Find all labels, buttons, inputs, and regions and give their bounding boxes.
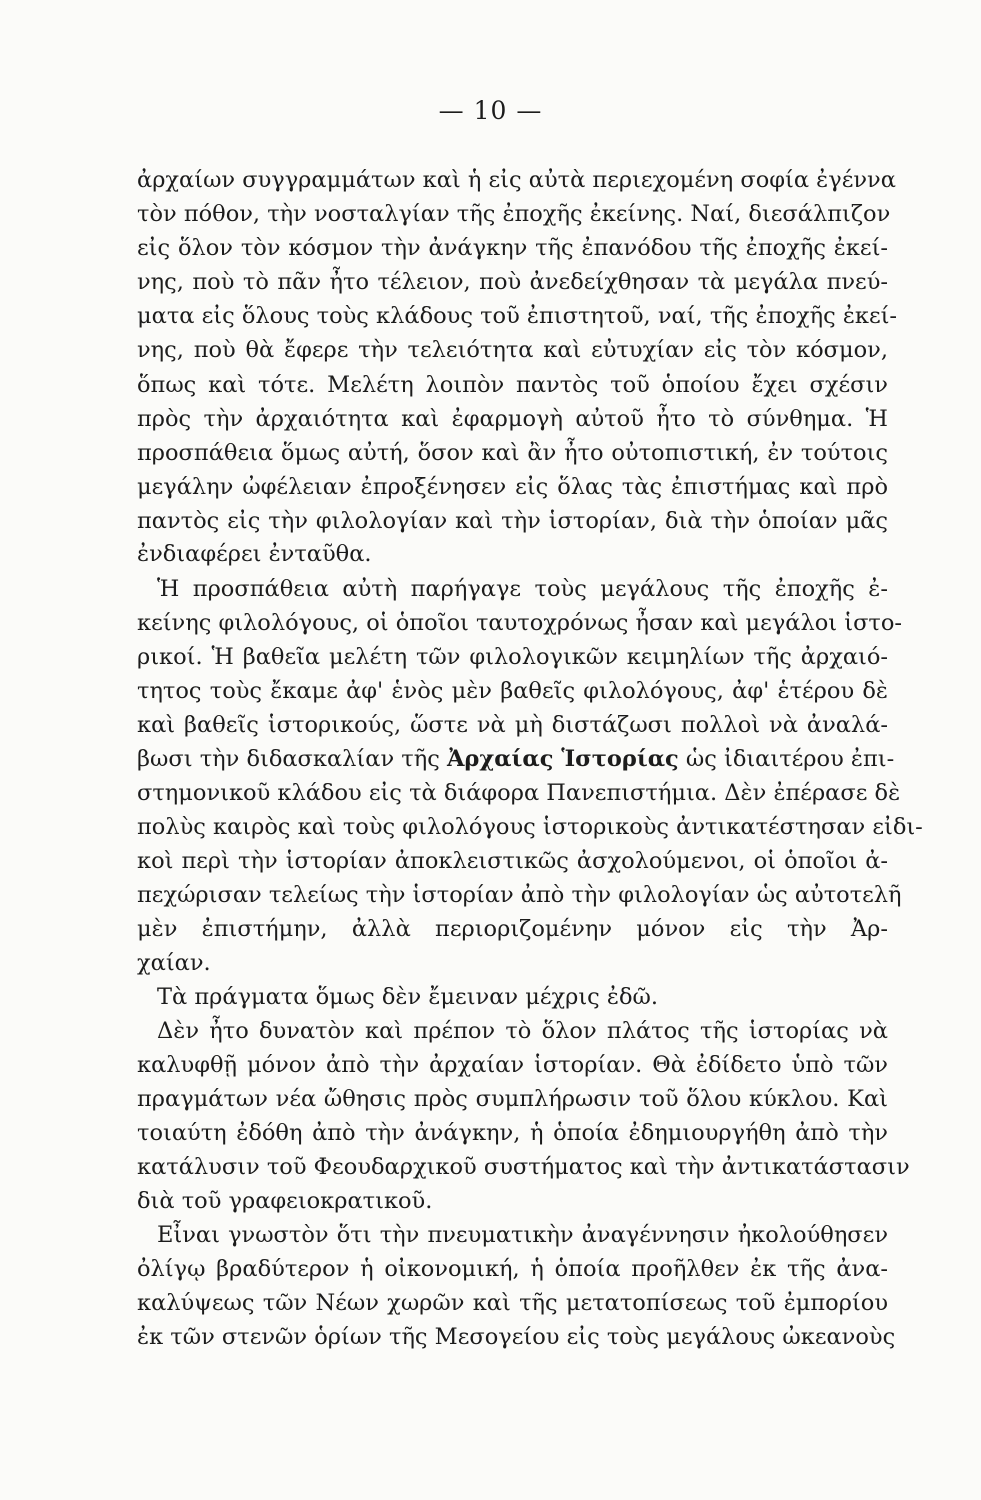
text-line: τοιαύτη ἐδόθη ἀπὸ τὴν ἀνάγκην, ἡ ὁποία ἐδημιουργήθη ἀπὸ τὴν [137,1120,888,1146]
emphasized-title: Ἀρχαίας Ἱστορίας [446,746,679,772]
page-number: — 10 — [438,96,543,125]
text-line: κοὶ περὶ τὴν ἱστορίαν ἀποκλειστικῶς ἀσχολούμενοι, οἱ ὁποῖοι ἀ- [137,848,888,874]
text-line: μεγάλην ὠφέλειαν ἐπροξένησεν εἰς ὅλας τὰς ἐπιστήμας καὶ πρὸ [137,474,888,500]
text-line: τητος τοὺς ἔκαμε ἀφ' ἑνὸς μὲν βαθεῖς φιλολόγους, ἀφ' ἑτέρου δὲ [137,678,888,704]
text-line: στημονικοῦ κλάδου εἰς τὰ διάφορα Πανεπιστήμια. Δὲν ἐπέρασε δὲ [137,780,901,806]
text-line: μὲν ἐπιστήμην, ἀλλὰ περιοριζομένην μόνον εἰς τὴν Ἀρ- [137,916,888,942]
text-line: ἐνδιαφέρει ἐνταῦθα. [137,541,372,567]
text-line: εἰς ὅλον τὸν κόσμον τὴν ἀνάγκην τῆς ἐπανόδου τῆς ἐποχῆς ἐκεί- [137,235,888,261]
text-line: ματα εἰς ὅλους τοὺς κλάδους τοῦ ἐπιστητοῦ, ναί, τῆς ἐποχῆς ἐκεί- [137,303,898,329]
text-line [137,743,895,775]
text-line: πρὸς τὴν ἀρχαιότητα καὶ ἐφαρμογὴ αὐτοῦ ἦτο τὸ σύνθημα. Ἡ [137,406,888,432]
text-line: πεχώρισαν τελείως τὴν ἱστορίαν ἀπὸ τὴν φιλολογίαν ὡς αὐτοτελῆ [137,882,902,908]
text-line: Τὰ πράγματα ὅμως δὲν ἔμειναν μέχρις ἐδῶ. [157,984,659,1010]
text-line: κατάλυσιν τοῦ Φεουδαρχικοῦ συστήματος καὶ τὴν ἀντικατάστασιν [137,1154,910,1180]
text-line: κείνης φιλολόγους, οἱ ὁποῖοι ταυτοχρόνως ἦσαν καὶ μεγάλοι ἱστο- [137,610,903,636]
text-line: Ἡ προσπάθεια αὐτὴ παρήγαγε τοὺς μεγάλους τῆς ἐποχῆς ἐ- [157,576,888,602]
text-line: πολὺς καιρὸς καὶ τοὺς φιλολόγους ἱστορικοὺς ἀντικατέστησαν εἰδι- [137,814,923,840]
text-line: πραγμάτων νέα ὤθησις πρὸς συμπλήρωσιν τοῦ ὅλου κύκλου. Καὶ [137,1086,888,1112]
text-line: Εἶναι γνωστὸν ὅτι τὴν πνευματικὴν ἀναγέννησιν ἠκολούθησεν [157,1222,888,1248]
text-line: ἐκ τῶν στενῶν ὁρίων τῆς Μεσογείου εἰς τοὺς μεγάλους ὠκεανοὺς [137,1324,896,1350]
text-segment: βωσι τὴν διδασκαλίαν τῆς [137,746,440,772]
text-line: ἀρχαίων συγγραμμάτων καὶ ἡ εἰς αὐτὰ περιεχομένη σοφία ἐγέννα [137,167,896,193]
text-line: χαίαν. [137,950,211,976]
text-line: ὀλίγῳ βραδύτερον ἡ οἰκονομική, ἡ ὁποία προῆλθεν ἐκ τῆς ἀνα- [137,1256,888,1282]
text-segment: ὡς ἰδιαιτέρου ἐπι- [685,746,895,772]
text-line: νης, ποὺ θὰ ἔφερε τὴν τελειότητα καὶ εὐτυχίαν εἰς τὸν κόσμον, [137,337,888,363]
text-line: τὸν πόθον, τὴν νοσταλγίαν τῆς ἐποχῆς ἐκείνης. Ναί, διεσάλπιζον [137,201,891,227]
text-line: καλυφθῇ μόνον ἀπὸ τὴν ἀρχαίαν ἱστορίαν. Θὰ ἐδίδετο ὑπὸ τῶν [137,1052,888,1078]
text-line: νης, ποὺ τὸ πᾶν ἦτο τέλειον, ποὺ ἀνεδείχθησαν τὰ μεγάλα πνεύ- [137,269,888,295]
text-line: ὅπως καὶ τότε. Μελέτη λοιπὸν παντὸς τοῦ ὁποίου ἔχει σχέσιν [137,372,888,398]
text-line: προσπάθεια ὅμως αὐτή, ὅσον καὶ ἂν ἦτο οὐτοπιστική, ἐν τούτοις [137,440,888,466]
text-line: καλύψεως τῶν Νέων χωρῶν καὶ τῆς μετατοπίσεως τοῦ ἐμπορίου [137,1290,888,1316]
text-line: παντὸς εἰς τὴν φιλολογίαν καὶ τὴν ἱστορίαν, διὰ τὴν ὁποίαν μᾶς [137,508,888,534]
text-line: Δὲν ἦτο δυνατὸν καὶ πρέπον τὸ ὅλον πλάτος τῆς ἱστορίας νὰ [157,1018,888,1044]
text-line: διὰ τοῦ γραφειοκρατικοῦ. [137,1188,433,1214]
text-line: ρικοί. Ἡ βαθεῖα μελέτη τῶν φιλολογικῶν κειμηλίων τῆς ἀρχαιό- [137,644,888,670]
text-line: καὶ βαθεῖς ἱστορικούς, ὥστε νὰ μὴ διστάζωσι πολλοὶ νὰ ἀναλά- [137,712,888,738]
